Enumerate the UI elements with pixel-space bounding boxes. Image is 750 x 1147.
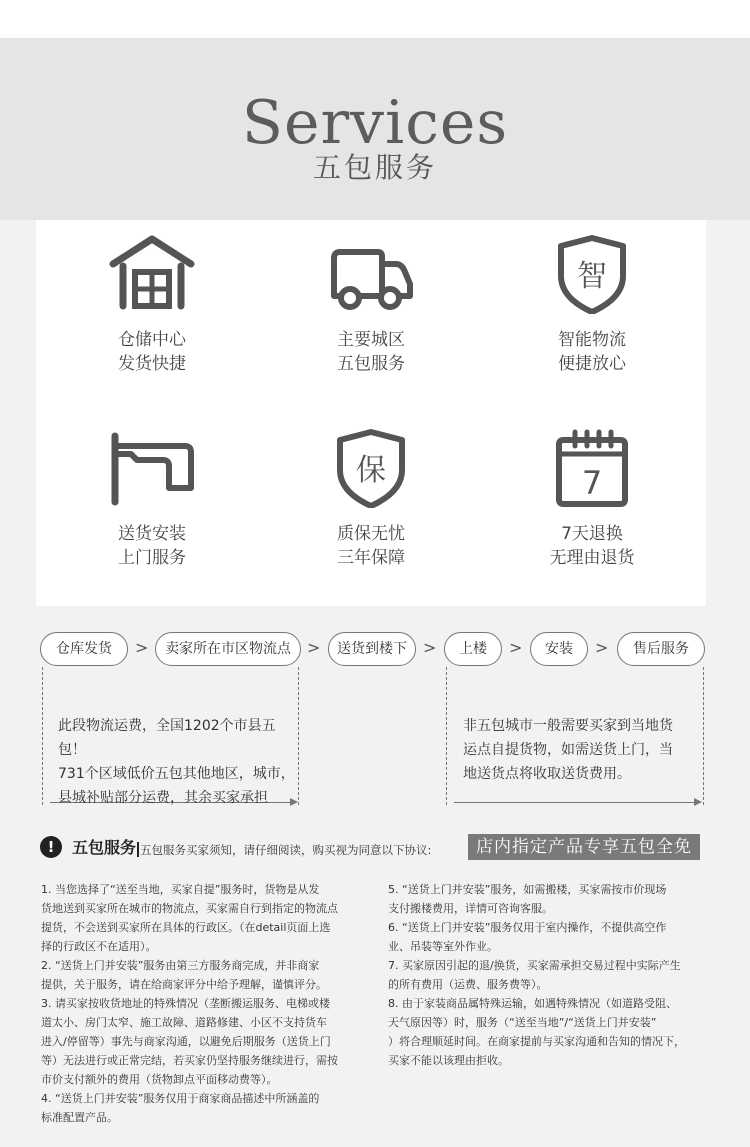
install-bracket-icon [107, 428, 197, 508]
terms-line: 标准配置产品。 [41, 1111, 118, 1124]
flow-note-five-pack [58, 714, 298, 810]
flow-arrow: > [307, 638, 321, 657]
feature-label: 智能物流 [558, 330, 626, 350]
terms-line: 6. “送货上门并安装”服务仅用于室内操作，不提供高空作 [388, 921, 667, 934]
feature-sublabel: 发货快捷 [118, 354, 186, 374]
flow-arrow: > [423, 638, 437, 657]
flow-step-after-sales: 售后服务 [617, 632, 705, 666]
terms-line: 择的行政区不在适用）。 [41, 940, 157, 953]
terms-line: 7. 买家原因引起的退/换货，买家需承担交易过程中实际产生 [388, 959, 681, 972]
flow-step-downstairs: 送货到楼下 [328, 632, 416, 666]
notice-title: 五包服务 [72, 838, 137, 857]
terms-line: 市价支付额外的费用（货物卸点平面移动费等）。 [41, 1073, 278, 1086]
flow-step-upstairs: 上楼 [444, 632, 502, 666]
terms-line: 2. “送货上门并安装”服务由第三方服务商完成，并非商家 [41, 959, 320, 972]
terms-line: 3. 请买家按收货地址的特殊情况（垄断搬运服务、电梯或楼 [41, 997, 330, 1010]
terms-line: 货地送到买家所在城市的物流点，买家需自行到指定的物流点 [41, 902, 338, 915]
flow-note-line: 运点自提货物，如需送货上门，当 [463, 742, 673, 758]
flow-note-line: 县城补贴部分运费，其余买家承担 [58, 790, 268, 806]
promo-badge: 店内指定产品专享五包全免 [468, 834, 700, 860]
smart-glyph: 智 [577, 259, 607, 294]
warehouse-icon [107, 234, 197, 314]
dashed-line-right-end [703, 667, 704, 805]
flow-note-non-five-pack [463, 714, 703, 786]
terms-line: 等）无法进行或正常完结，若买家仍坚持服务继续进行，需按 [41, 1054, 338, 1067]
calendar-icon [547, 428, 637, 508]
banner-title-cn: 五包服务 [312, 151, 437, 184]
feature-install [52, 428, 252, 570]
warranty-shield-icon [326, 428, 416, 508]
services-banner [0, 38, 750, 220]
feature-sublabel: 便捷放心 [558, 354, 626, 374]
feature-sublabel: 三年保障 [337, 548, 405, 568]
terms-line: 业、吊装等室外作业。 [388, 940, 498, 953]
warranty-glyph: 保 [356, 453, 386, 488]
flow-step-warehouse: 仓库发货 [40, 632, 128, 666]
terms-line: 4. “送货上门并安装”服务仅用于商家商品描述中所涵盖的 [41, 1092, 320, 1105]
feature-warranty [271, 428, 471, 570]
dashed-line-left-end [298, 667, 299, 805]
flow-arrow: > [509, 638, 523, 657]
feature-return [492, 428, 692, 570]
feature-smart-logistics [492, 234, 692, 376]
terms-line: 支付搬楼费用，详情可咨询客服。 [388, 902, 553, 915]
feature-sublabel: 无理由退货 [549, 548, 635, 568]
feature-label: 主要城区 [337, 330, 405, 350]
terms-line: 道太小、房门太窄、施工故障、道路修建、小区不支持货车 [41, 1016, 327, 1029]
banner-title-en: Services [241, 88, 509, 158]
flow-note-line: 地送货点将收取送货费用。 [463, 766, 631, 782]
flow-arrow: > [595, 638, 609, 657]
terms-column-left [41, 880, 361, 1127]
feature-label: 送货安装 [118, 524, 186, 544]
flow-step-install: 安装 [530, 632, 588, 666]
feature-warehouse [52, 234, 252, 376]
flow-note-line: 此段物流运费，全国1202个市县五包！ [58, 718, 276, 758]
smart-shield-icon [547, 234, 637, 314]
dashed-line-left [42, 667, 43, 805]
exclamation-icon: ! [40, 836, 62, 858]
notice-header [40, 834, 720, 864]
flow-line-right [454, 802, 694, 803]
flow-step-city-logistics: 卖家所在市区物流点 [155, 632, 301, 666]
terms-line: 8. 由于家装商品属特殊运输，如遇特殊情况（如道路受阻、 [388, 997, 677, 1010]
features-panel [36, 220, 706, 606]
terms-line: 进入/停留等）事先与商家沟通，以避免后期服务（送货上门 [41, 1035, 331, 1048]
flow-arrowhead-right [694, 798, 702, 806]
terms-line: 5. “送货上门并安装”服务，如需搬楼，买家需按市价现场 [388, 883, 667, 896]
terms-column-right [388, 880, 710, 1070]
terms-line: 提货，不会送到买家所在具体的行政区。（在detail页面上选 [41, 921, 331, 934]
feature-label: 7天退换 [561, 524, 623, 544]
terms-line: 买家不能以该理由拒收。 [388, 1054, 509, 1067]
terms-line: 提供，关于服务，请在给商家评分中给予理解，谨慎评分。 [41, 978, 327, 991]
terms-line: 1. 当您选择了“送至当地，买家自提”服务时，货物是从发 [41, 883, 320, 896]
flow-arrow: > [135, 638, 149, 657]
truck-icon [326, 234, 416, 314]
calendar-glyph: 7 [581, 464, 603, 502]
feature-sublabel: 上门服务 [118, 548, 186, 568]
feature-label: 质保无忧 [337, 524, 405, 544]
terms-line: ）将合理顺延时间。在商家提前与买家沟通和告知的情况下， [388, 1035, 685, 1048]
notice-subtitle: 五包服务买家须知，请仔细阅读，购买视为同意以下协议: [140, 840, 431, 860]
flow-note-line: 731个区域低价五包其他地区，城市， [58, 766, 295, 782]
feature-truck [271, 234, 471, 376]
dashed-line-right [446, 667, 447, 805]
terms-line: 的所有费用（运费、服务费等）。 [388, 978, 548, 991]
top-strip [0, 0, 750, 38]
flow-note-line: 非五包城市一般需要买家到当地货 [463, 718, 673, 734]
terms-line: 天气原因等）时，服务（“送至当地”/“送货上门并安装” [388, 1016, 657, 1029]
feature-label: 仓储中心 [118, 330, 186, 350]
feature-sublabel: 五包服务 [337, 354, 405, 374]
